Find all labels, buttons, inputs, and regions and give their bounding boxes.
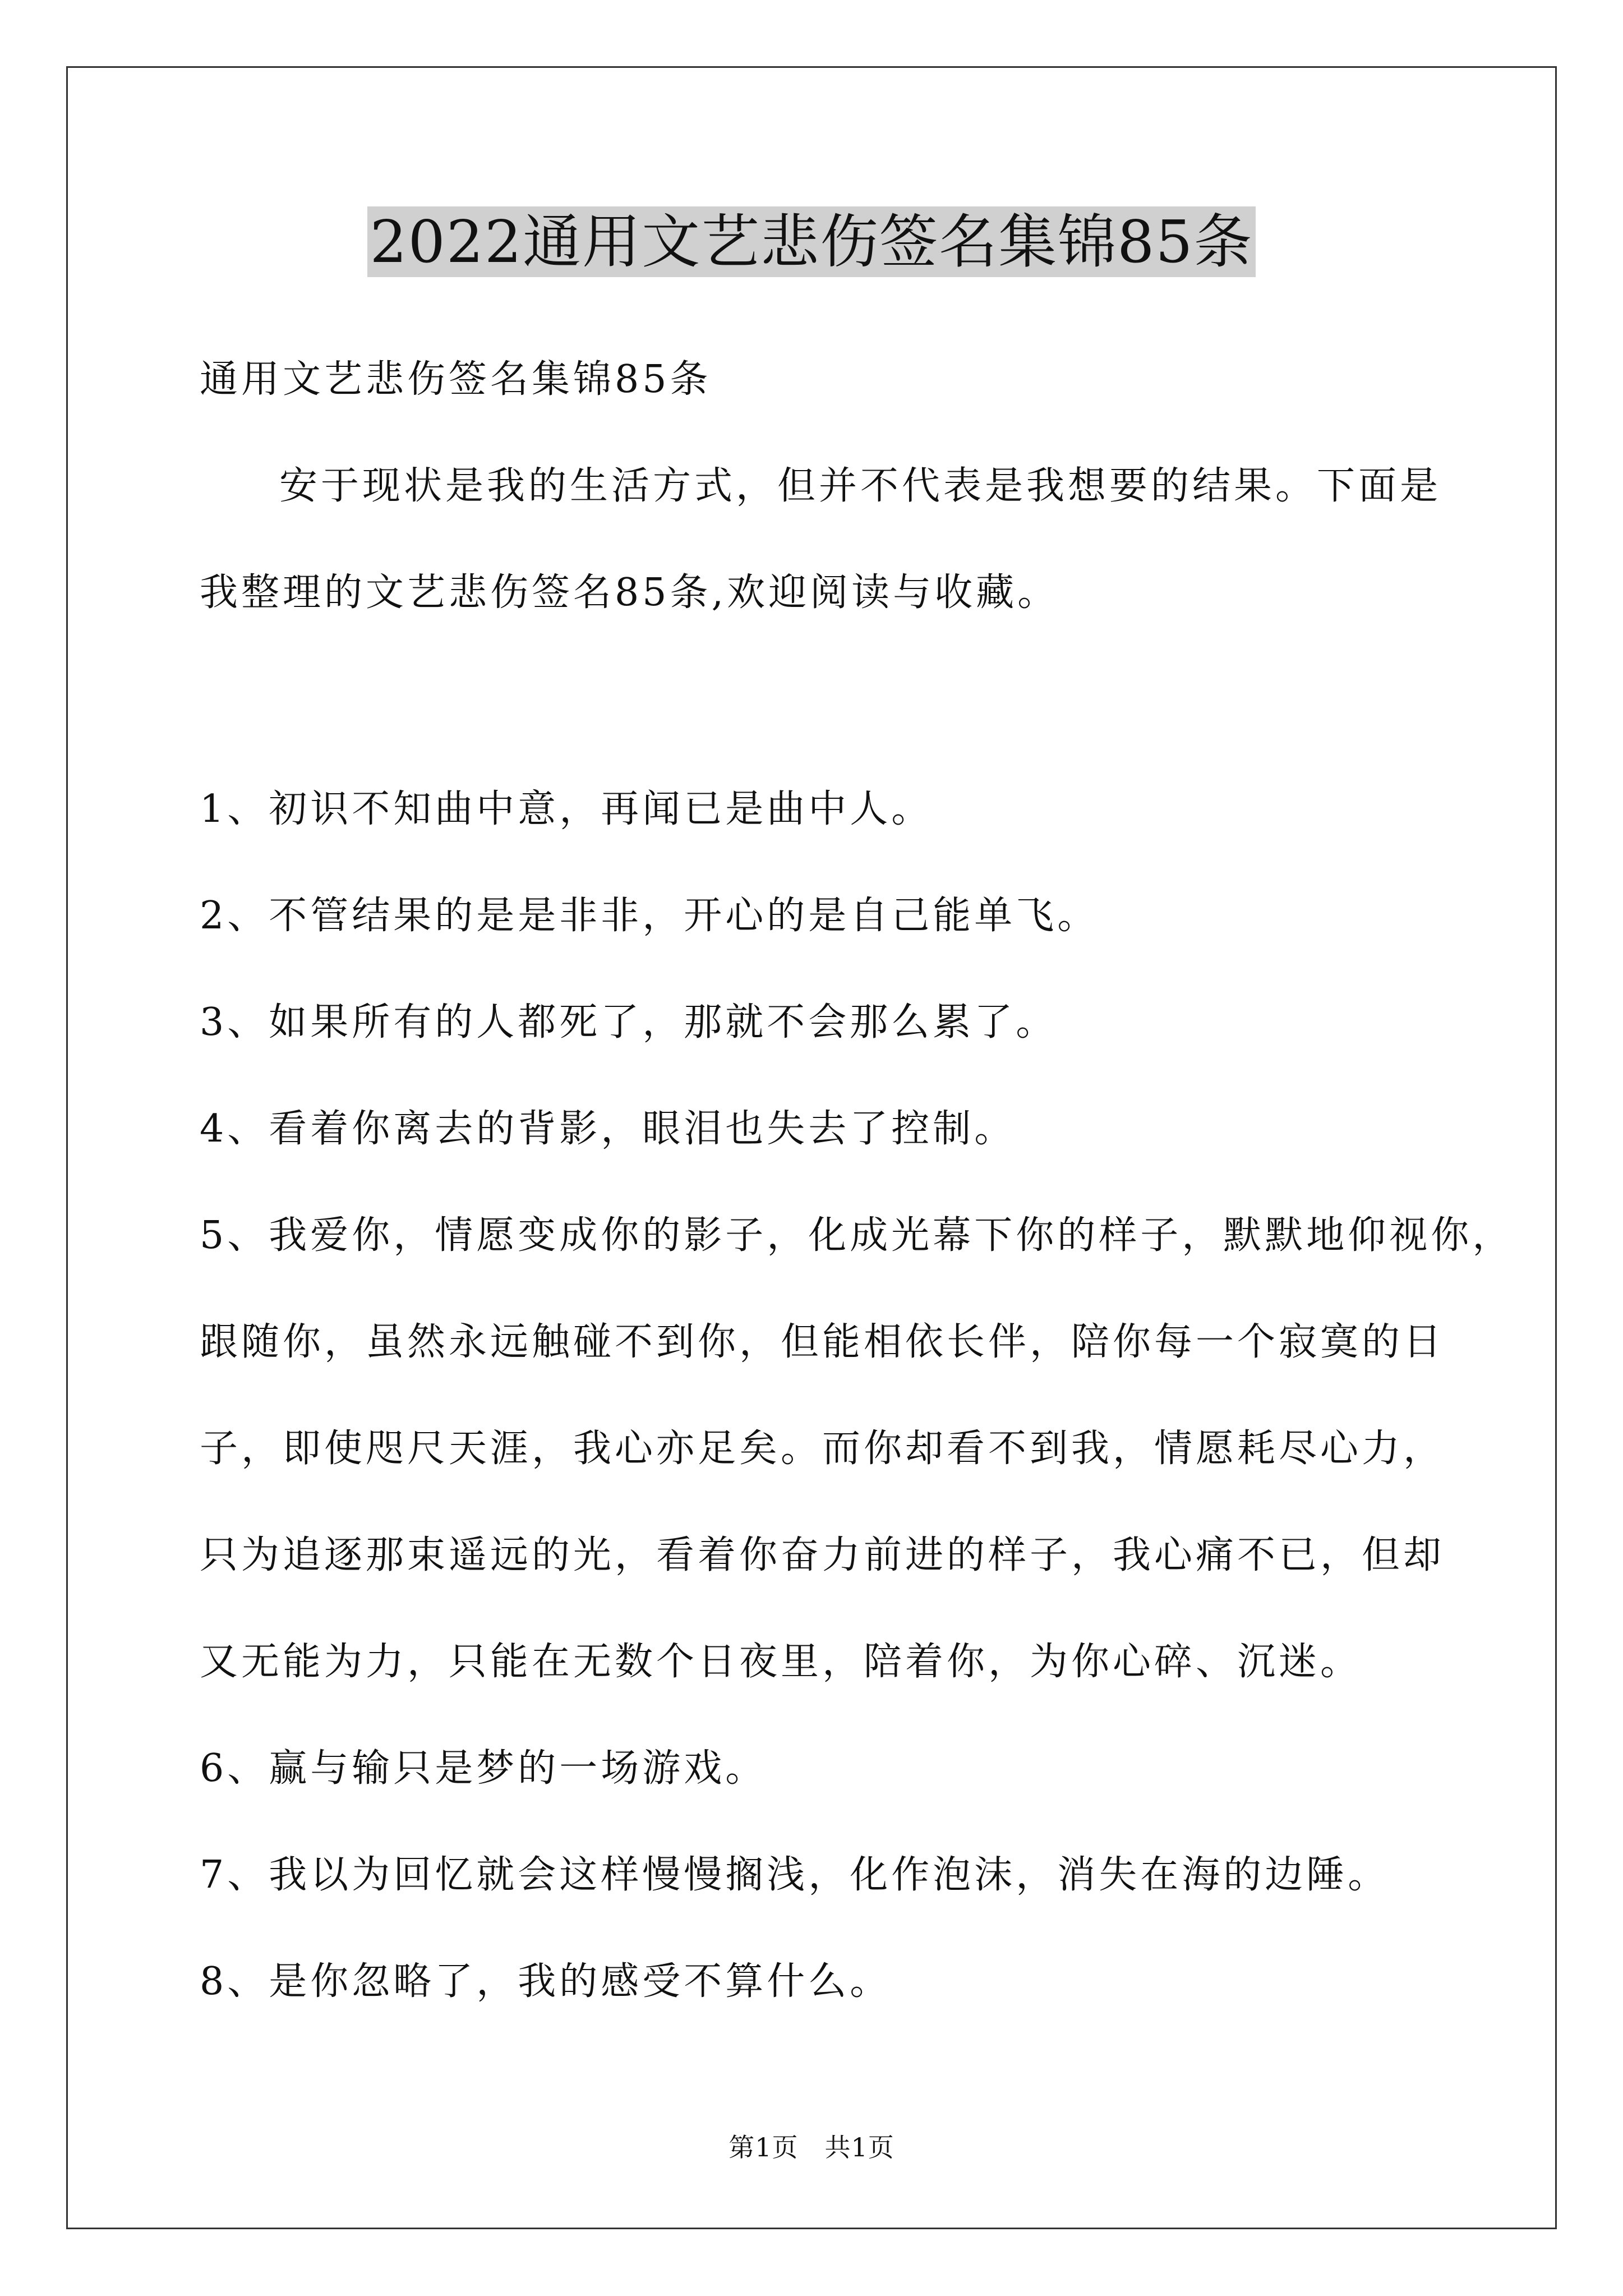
- page-footer: 第1页 共1页: [728, 2132, 895, 2162]
- document-subtitle: 通用文艺悲伤签名集锦85条: [200, 357, 712, 402]
- list-item-continuation: 子，即使咫尺天涯，我心亦足矣。而你却看不到我，情愿耗尽心力，: [200, 1427, 1445, 1471]
- list-item: 7、我以为回忆就会这样慢慢搁浅，化作泡沫，消失在海的边陲。: [200, 1853, 1390, 1897]
- list-item: 6、赢与输只是梦的一场游戏。: [200, 1746, 767, 1791]
- list-item-continuation: 又无能为力，只能在无数个日夜里，陪着你，为你心碎、沉迷。: [200, 1640, 1362, 1684]
- list-item: 2、不管结果的是是非非，开心的是自己能单飞。: [200, 894, 1099, 938]
- list-item: 8、是你忽略了，我的感受不算什么。: [200, 1959, 892, 2004]
- list-item: 3、如果所有的人都死了，那就不会那么累了。: [200, 1000, 1058, 1045]
- list-item: 5、我爱你，情愿变成你的影子，化成光幕下你的样子，默默地仰视你，: [200, 1213, 1514, 1258]
- list-item: 1、初识不知曲中意，再闻已是曲中人。: [200, 787, 933, 831]
- list-item-continuation: 跟随你，虽然永远触碰不到你，但能相依长伴，陪你每一个寂寞的日: [200, 1320, 1445, 1364]
- title-container: [0, 206, 1623, 277]
- document-title: 2022通用文艺悲伤签名集锦85条: [367, 206, 1255, 277]
- list-item: 4、看着你离去的背影，眼泪也失去了控制。: [200, 1107, 1016, 1151]
- list-item-continuation: 只为追逐那束遥远的光，看着你奋力前进的样子，我心痛不已，但却: [200, 1533, 1445, 1577]
- intro-line-2: 我整理的文艺悲伤签名85条,欢迎阅读与收藏。: [200, 570, 1059, 615]
- intro-line-1: 安于现状是我的生活方式，但并不代表是我想要的结果。下面是: [279, 464, 1442, 508]
